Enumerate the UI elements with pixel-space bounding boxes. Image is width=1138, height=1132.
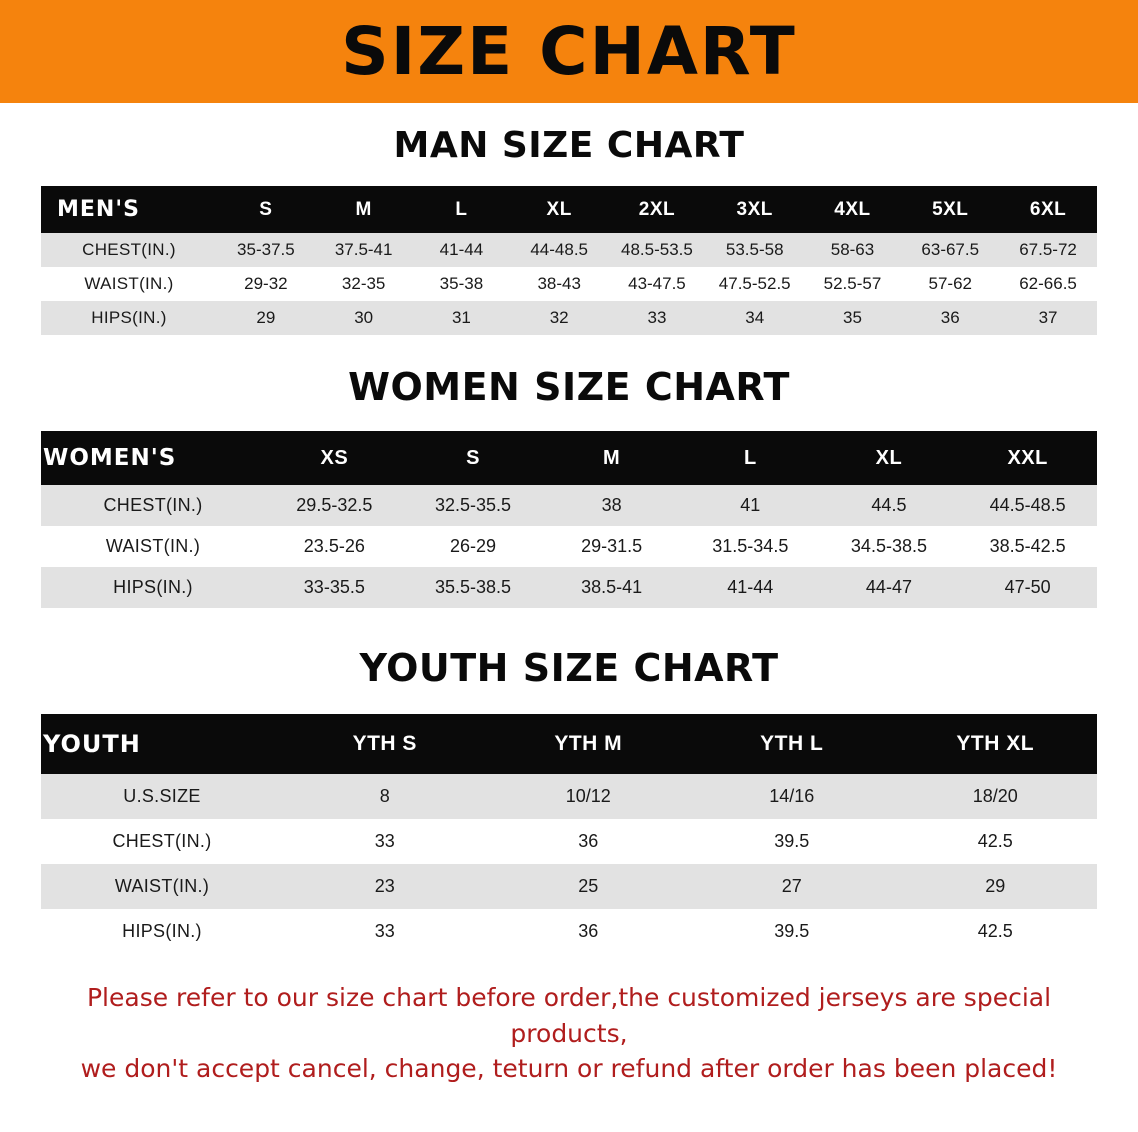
women-cell-0-4: 44.5: [871, 495, 907, 515]
man-table-body: [41, 233, 1097, 335]
women-cell-1-5: 38.5-42.5: [989, 536, 1066, 556]
women-cell-0-2: 38: [601, 495, 622, 515]
women-cell-1-3: 31.5-34.5: [712, 536, 789, 556]
table-row: [41, 267, 1097, 301]
women-size-header-4: XL: [875, 446, 903, 469]
women-cell-1-0: 23.5-26: [303, 536, 365, 556]
women-cell-0-1: 32.5-35.5: [434, 495, 512, 515]
youth-row-label-0: U.S.SIZE: [123, 786, 201, 806]
youth-cell-3-2: 39.5: [774, 921, 810, 941]
man-cell-2-8: 37: [1038, 308, 1058, 327]
women-cell-0-0: 29.5-32.5: [296, 495, 373, 515]
women-size-header-1: S: [466, 446, 480, 469]
table-row: [41, 301, 1097, 335]
youth-cell-2-1: 25: [578, 876, 599, 896]
man-cell-1-0: 29-32: [244, 274, 288, 293]
man-cell-2-5: 34: [745, 308, 765, 327]
man-size-header-7: 5XL: [932, 198, 969, 220]
man-row-label-2: HIPS(IN.): [91, 308, 167, 327]
man-cell-1-8: 62-66.5: [1019, 274, 1077, 293]
youth-table-wrap: [41, 714, 1097, 954]
man-cell-1-4: 43-47.5: [628, 274, 686, 293]
order-policy-note: [41, 980, 1097, 1087]
women-size-header-3: L: [743, 446, 757, 469]
women-table-body: [41, 485, 1097, 608]
women-cell-0-5: 44.5-48.5: [989, 495, 1066, 515]
man-cell-1-1: 32-35: [341, 274, 386, 293]
man-cell-2-4: 33: [647, 308, 667, 327]
youth-row-label-2: WAIST(IN.): [114, 876, 210, 896]
women-row-label-1: WAIST(IN.): [105, 536, 201, 556]
table-row: [41, 526, 1097, 567]
women-section-heading: WOMEN SIZE CHART: [348, 365, 790, 409]
youth-size-header-2: YTH L: [760, 732, 824, 755]
women-size-header-5: XXL: [1007, 446, 1048, 469]
women-cell-2-2: 38.5-41: [581, 577, 643, 597]
man-section-heading: MAN SIZE CHART: [393, 125, 745, 166]
man-cell-0-0: 35-37.5: [237, 240, 295, 259]
man-row-label-0: CHEST(IN.): [82, 240, 176, 259]
man-header-label: MEN'S: [57, 197, 140, 222]
youth-row-label-1: CHEST(IN.): [112, 831, 212, 851]
women-cell-2-3: 41-44: [727, 577, 774, 597]
man-size-header-0: S: [259, 198, 273, 220]
women-row-label-2: HIPS(IN.): [113, 577, 193, 597]
man-cell-2-6: 35: [843, 308, 862, 327]
man-size-header-2: L: [455, 198, 468, 220]
women-cell-2-1: 35.5-38.5: [434, 577, 512, 597]
youth-size-table: [41, 714, 1097, 954]
table-row: [41, 864, 1097, 909]
table-row: [41, 567, 1097, 608]
man-cell-2-0: 29: [256, 308, 276, 327]
man-cell-0-2: 41-44: [439, 240, 484, 259]
youth-cell-0-2: 14/16: [769, 786, 815, 806]
youth-cell-0-1: 10/12: [565, 786, 611, 806]
man-size-table: [41, 186, 1097, 335]
man-size-header-1: M: [355, 198, 372, 220]
women-cell-1-2: 29-31.5: [581, 536, 643, 556]
youth-header-label: YOUTH: [43, 730, 141, 758]
youth-table-body: [41, 774, 1097, 954]
table-row: [41, 774, 1097, 819]
youth-cell-1-0: 33: [374, 831, 395, 851]
man-cell-0-1: 37.5-41: [334, 240, 393, 259]
man-size-header-4: 2XL: [638, 198, 676, 220]
youth-cell-2-0: 23: [374, 876, 395, 896]
women-header-row: [41, 431, 1097, 485]
women-cell-2-0: 33-35.5: [303, 577, 365, 597]
man-table-head: [41, 186, 1097, 233]
youth-cell-3-0: 33: [374, 921, 395, 941]
man-size-header-5: 3XL: [736, 198, 773, 220]
youth-cell-1-3: 42.5: [977, 831, 1013, 851]
women-cell-0-3: 41: [740, 495, 761, 515]
man-cell-0-7: 63-67.5: [921, 240, 980, 259]
man-cell-0-8: 67.5-72: [1019, 240, 1077, 259]
youth-size-header-0: YTH S: [352, 732, 417, 755]
man-cell-0-5: 53.5-58: [725, 240, 784, 259]
man-cell-0-6: 58-63: [830, 240, 875, 259]
man-header-row: [41, 186, 1097, 233]
man-cell-2-1: 30: [354, 308, 374, 327]
order-policy-note-line2: we don't accept cancel, change, teturn or refund after order has been placed!: [80, 1054, 1058, 1083]
man-size-header-6: 4XL: [834, 198, 871, 220]
youth-size-header-1: YTH M: [554, 732, 623, 755]
women-size-header-0: XS: [320, 446, 349, 469]
youth-size-header-3: YTH XL: [956, 732, 1035, 755]
man-cell-1-3: 38-43: [537, 274, 581, 293]
women-header-label: WOMEN'S: [43, 445, 177, 471]
page-banner: [0, 0, 1138, 103]
women-cell-1-1: 26-29: [449, 536, 496, 556]
youth-cell-0-0: 8: [379, 786, 390, 806]
man-table-wrap: [41, 186, 1097, 335]
women-cell-2-4: 44-47: [865, 577, 912, 597]
women-table-wrap: [41, 431, 1097, 608]
youth-cell-2-3: 29: [985, 876, 1006, 896]
table-row: [41, 909, 1097, 954]
page-title: SIZE CHART: [341, 12, 797, 90]
man-cell-0-4: 48.5-53.5: [621, 240, 693, 259]
women-size-table: [41, 431, 1097, 608]
youth-table-head: [41, 714, 1097, 774]
man-row-label-1: WAIST(IN.): [84, 274, 174, 293]
table-row: [41, 485, 1097, 526]
women-cell-1-4: 34.5-38.5: [850, 536, 927, 556]
women-table-head: [41, 431, 1097, 485]
youth-cell-1-1: 36: [578, 831, 599, 851]
man-cell-0-3: 44-48.5: [530, 240, 589, 259]
table-row: [41, 819, 1097, 864]
man-cell-2-2: 31: [451, 308, 471, 327]
man-cell-1-7: 57-62: [928, 274, 972, 293]
youth-section-heading: YOUTH SIZE CHART: [359, 646, 779, 690]
man-cell-2-3: 32: [549, 308, 569, 327]
man-cell-1-2: 35-38: [439, 274, 484, 293]
women-size-header-2: M: [603, 446, 621, 469]
order-policy-note-line1: Please refer to our size chart before order,the customized jerseys are special products,: [86, 983, 1052, 1048]
youth-cell-1-2: 39.5: [774, 831, 810, 851]
youth-cell-3-1: 36: [578, 921, 599, 941]
youth-header-row: [41, 714, 1097, 774]
youth-cell-2-2: 27: [781, 876, 802, 896]
youth-row-label-3: HIPS(IN.): [122, 921, 202, 941]
table-row: [41, 233, 1097, 267]
women-row-label-0: CHEST(IN.): [103, 495, 203, 515]
man-cell-2-7: 36: [940, 308, 960, 327]
youth-cell-3-3: 42.5: [977, 921, 1013, 941]
man-cell-1-5: 47.5-52.5: [718, 274, 791, 293]
man-size-header-8: 6XL: [1029, 198, 1067, 220]
women-cell-2-5: 47-50: [1004, 577, 1051, 597]
man-size-header-3: XL: [546, 198, 572, 220]
youth-cell-0-3: 18/20: [972, 786, 1018, 806]
man-cell-1-6: 52.5-57: [823, 274, 882, 293]
